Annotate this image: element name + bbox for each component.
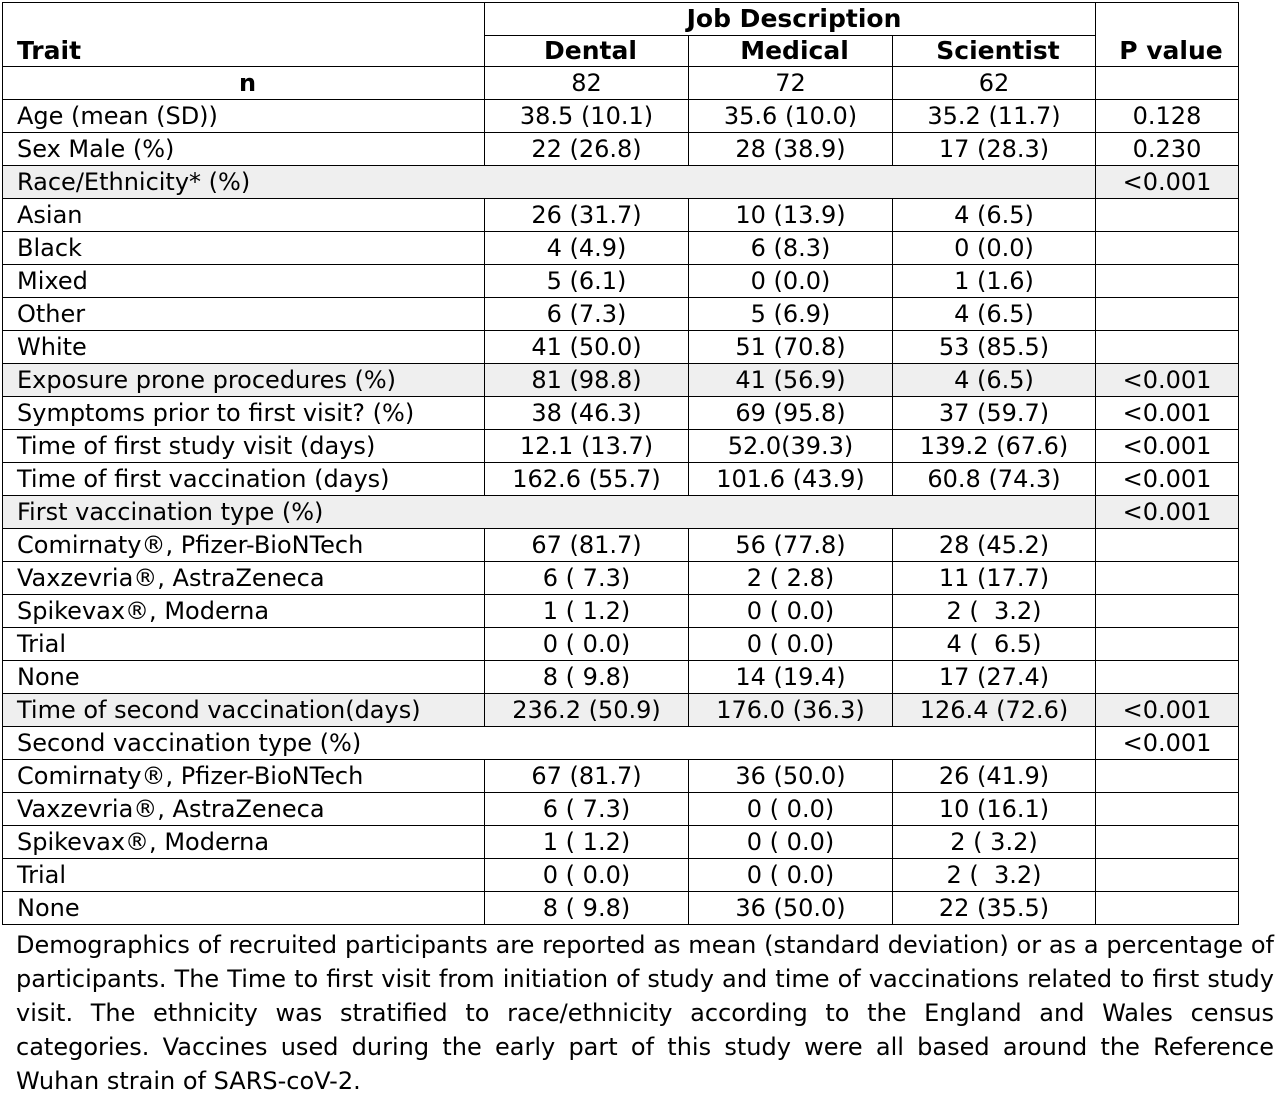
section-row	[3, 727, 1239, 760]
row-label: Vaxzevria®, AstraZeneca	[3, 793, 485, 826]
cell-dental: 8 ( 9.8)	[485, 892, 689, 925]
cell-dental: 26 (31.7)	[485, 199, 689, 232]
cell-dental: 0 ( 0.0)	[485, 859, 689, 892]
demographics-table	[2, 2, 1239, 925]
table-row	[3, 397, 1239, 430]
cell-dental: 6 ( 7.3)	[485, 562, 689, 595]
n-row	[3, 67, 1239, 100]
cell-scientist: 10 (16.1)	[893, 793, 1096, 826]
row-label: Black	[3, 232, 485, 265]
table-row	[3, 529, 1239, 562]
cell-medical: 52.0(39.3)	[689, 430, 893, 463]
cell-scientist: 28 (45.2)	[893, 529, 1096, 562]
cell-dental: 1 ( 1.2)	[485, 826, 689, 859]
table-body	[3, 67, 1239, 925]
table-row	[3, 232, 1239, 265]
table-row	[3, 859, 1239, 892]
row-label: Sex Male (%)	[3, 133, 485, 166]
cell-scientist: 1 (1.6)	[893, 265, 1096, 298]
cell-p-value: <0.001	[1096, 694, 1239, 727]
cell-dental: 6 (7.3)	[485, 298, 689, 331]
cell-scientist: 26 (41.9)	[893, 760, 1096, 793]
cell-p-value	[1096, 331, 1239, 364]
row-label: Spikevax®, Moderna	[3, 826, 485, 859]
table-row	[3, 826, 1239, 859]
cell-scientist: 0 (0.0)	[893, 232, 1096, 265]
cell-p-value: <0.001	[1096, 364, 1239, 397]
cell-medical: 35.6 (10.0)	[689, 100, 893, 133]
cell-p-value	[1096, 760, 1239, 793]
cell-scientist: 126.4 (72.6)	[893, 694, 1096, 727]
cell-dental: 38 (46.3)	[485, 397, 689, 430]
cell-scientist: 60.8 (74.3)	[893, 463, 1096, 496]
cell-p-value	[1096, 298, 1239, 331]
cell-dental: 67 (81.7)	[485, 760, 689, 793]
cell-medical: 2 ( 2.8)	[689, 562, 893, 595]
table-row	[3, 661, 1239, 694]
cell-medical: 101.6 (43.9)	[689, 463, 893, 496]
cell-p-value	[1096, 232, 1239, 265]
cell-p-value	[1096, 529, 1239, 562]
row-label: Mixed	[3, 265, 485, 298]
cell-medical: 28 (38.9)	[689, 133, 893, 166]
cell-scientist: 4 (6.5)	[893, 199, 1096, 232]
cell-medical: 36 (50.0)	[689, 892, 893, 925]
n-p-value	[1096, 67, 1239, 100]
cell-p-value	[1096, 199, 1239, 232]
cell-medical: 10 (13.9)	[689, 199, 893, 232]
row-label: Age (mean (SD))	[3, 100, 485, 133]
cell-scientist: 4 ( 6.5)	[893, 628, 1096, 661]
row-label: Symptoms prior to first visit? (%)	[3, 397, 485, 430]
cell-p-value	[1096, 859, 1239, 892]
n-scientist: 62	[893, 67, 1096, 100]
cell-medical: 6 (8.3)	[689, 232, 893, 265]
table-row	[3, 100, 1239, 133]
cell-medical: 0 (0.0)	[689, 265, 893, 298]
row-label: Comirnaty®, Pfizer-BioNTech	[3, 529, 485, 562]
row-label: Time of first study visit (days)	[3, 430, 485, 463]
table-row	[3, 892, 1239, 925]
row-label: Trial	[3, 628, 485, 661]
cell-dental: 5 (6.1)	[485, 265, 689, 298]
section-label: First vaccination type (%)	[3, 496, 1096, 529]
row-label: Spikevax®, Moderna	[3, 595, 485, 628]
cell-scientist: 4 (6.5)	[893, 298, 1096, 331]
table-row	[3, 694, 1239, 727]
cell-p-value: <0.001	[1096, 430, 1239, 463]
cell-p-value	[1096, 661, 1239, 694]
table-row	[3, 331, 1239, 364]
row-label: Time of second vaccination(days)	[3, 694, 485, 727]
section-label: Race/Ethnicity* (%)	[3, 166, 1096, 199]
cell-p-value: 0.128	[1096, 100, 1239, 133]
cell-medical: 56 (77.8)	[689, 529, 893, 562]
table-row	[3, 133, 1239, 166]
cell-dental: 4 (4.9)	[485, 232, 689, 265]
row-label: Comirnaty®, Pfizer-BioNTech	[3, 760, 485, 793]
header-job-description: Job Description	[485, 3, 1096, 36]
header-medical: Medical	[689, 36, 893, 67]
cell-dental: 8 ( 9.8)	[485, 661, 689, 694]
header-scientist: Scientist	[893, 36, 1096, 67]
table-row	[3, 364, 1239, 397]
table-row	[3, 595, 1239, 628]
cell-medical: 0 ( 0.0)	[689, 859, 893, 892]
header-p-value: P value	[1096, 3, 1239, 67]
cell-medical: 0 ( 0.0)	[689, 595, 893, 628]
table-row	[3, 793, 1239, 826]
cell-scientist: 17 (28.3)	[893, 133, 1096, 166]
row-label: Time of first vaccination (days)	[3, 463, 485, 496]
cell-p-value: <0.001	[1096, 166, 1239, 199]
cell-scientist: 2 ( 3.2)	[893, 595, 1096, 628]
cell-dental: 1 ( 1.2)	[485, 595, 689, 628]
cell-dental: 12.1 (13.7)	[485, 430, 689, 463]
row-label: Asian	[3, 199, 485, 232]
cell-dental: 6 ( 7.3)	[485, 793, 689, 826]
table-row	[3, 298, 1239, 331]
cell-scientist: 2 ( 3.2)	[893, 859, 1096, 892]
table-row	[3, 562, 1239, 595]
n-dental: 82	[485, 67, 689, 100]
cell-dental: 38.5 (10.1)	[485, 100, 689, 133]
cell-dental: 81 (98.8)	[485, 364, 689, 397]
cell-scientist: 17 (27.4)	[893, 661, 1096, 694]
row-label: None	[3, 661, 485, 694]
cell-scientist: 4 (6.5)	[893, 364, 1096, 397]
table-row	[3, 628, 1239, 661]
cell-scientist: 2 ( 3.2)	[893, 826, 1096, 859]
cell-dental: 41 (50.0)	[485, 331, 689, 364]
cell-medical: 5 (6.9)	[689, 298, 893, 331]
cell-p-value: <0.001	[1096, 496, 1239, 529]
cell-p-value: 0.230	[1096, 133, 1239, 166]
cell-medical: 69 (95.8)	[689, 397, 893, 430]
n-label: n	[3, 67, 485, 100]
cell-medical: 0 ( 0.0)	[689, 826, 893, 859]
cell-medical: 0 ( 0.0)	[689, 628, 893, 661]
cell-scientist: 11 (17.7)	[893, 562, 1096, 595]
cell-scientist: 22 (35.5)	[893, 892, 1096, 925]
cell-p-value	[1096, 892, 1239, 925]
section-row	[3, 166, 1239, 199]
table-row	[3, 760, 1239, 793]
table-row	[3, 199, 1239, 232]
cell-dental: 0 ( 0.0)	[485, 628, 689, 661]
cell-medical: 176.0 (36.3)	[689, 694, 893, 727]
cell-scientist: 53 (85.5)	[893, 331, 1096, 364]
cell-p-value: <0.001	[1096, 397, 1239, 430]
cell-p-value	[1096, 595, 1239, 628]
cell-medical: 51 (70.8)	[689, 331, 893, 364]
cell-medical: 14 (19.4)	[689, 661, 893, 694]
section-row	[3, 496, 1239, 529]
cell-p-value	[1096, 562, 1239, 595]
section-label: Second vaccination type (%)	[3, 727, 1096, 760]
cell-scientist: 139.2 (67.6)	[893, 430, 1096, 463]
cell-p-value	[1096, 793, 1239, 826]
row-label: None	[3, 892, 485, 925]
cell-scientist: 37 (59.7)	[893, 397, 1096, 430]
row-label: White	[3, 331, 485, 364]
cell-scientist: 35.2 (11.7)	[893, 100, 1096, 133]
table-caption: Demographics of recruited participants are reported as mean (standard deviation) or as a percentage of participants. The Time to first visit from initiation of study and time of vaccinations related to first study visit. The ethnicity was stratified to race/ethnicity according to the England and Wales census categories. Vaccines used during the early part of this study were all based around the Reference Wuhan strain of SARS-coV-2.	[16, 931, 1274, 1095]
cell-p-value: <0.001	[1096, 463, 1239, 496]
row-label: Exposure prone procedures (%)	[3, 364, 485, 397]
table-row	[3, 265, 1239, 298]
cell-dental: 162.6 (55.7)	[485, 463, 689, 496]
table-row	[3, 463, 1239, 496]
cell-p-value: <0.001	[1096, 727, 1239, 760]
n-medical: 72	[689, 67, 893, 100]
header-dental: Dental	[485, 36, 689, 67]
cell-medical: 41 (56.9)	[689, 364, 893, 397]
table-row	[3, 430, 1239, 463]
cell-medical: 0 ( 0.0)	[689, 793, 893, 826]
cell-dental: 236.2 (50.9)	[485, 694, 689, 727]
cell-dental: 67 (81.7)	[485, 529, 689, 562]
cell-medical: 36 (50.0)	[689, 760, 893, 793]
header-trait: Trait	[3, 3, 485, 67]
cell-dental: 22 (26.8)	[485, 133, 689, 166]
row-label: Vaxzevria®, AstraZeneca	[3, 562, 485, 595]
cell-p-value	[1096, 265, 1239, 298]
row-label: Other	[3, 298, 485, 331]
cell-p-value	[1096, 826, 1239, 859]
cell-p-value	[1096, 628, 1239, 661]
row-label: Trial	[3, 859, 485, 892]
